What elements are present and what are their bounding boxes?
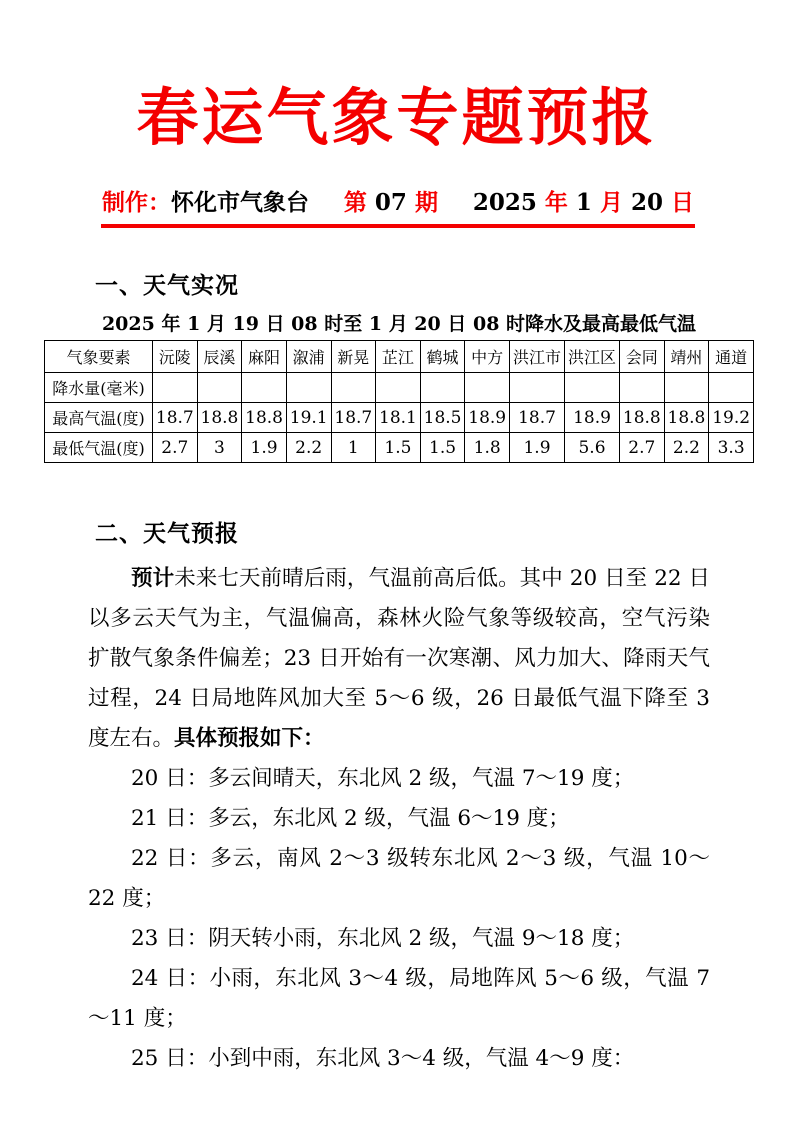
- document-meta-row: [102, 188, 694, 218]
- table-cell-value: 1.8: [465, 433, 510, 463]
- table-cell-value: 5.6: [565, 433, 620, 463]
- table-cell-value: 1.9: [242, 433, 287, 463]
- row-label: 最高气温(度): [45, 403, 153, 433]
- column-header-station: 靖州: [664, 341, 709, 373]
- table-cell-value: 18.8: [242, 403, 287, 433]
- table-header-row: [45, 341, 754, 373]
- row-label: 最低气温(度): [45, 433, 153, 463]
- issue-value: 07: [374, 189, 407, 216]
- table-cell-value: 19.2: [709, 403, 754, 433]
- table-cell-value: 18.7: [510, 403, 565, 433]
- weather-table: [44, 340, 754, 463]
- table-cell-value: [664, 373, 709, 403]
- table-cell-value: [197, 373, 242, 403]
- table-cell-value: 3: [197, 433, 242, 463]
- daily-forecast-line: 22 日：多云，南风 2～3 级转东北风 2～3 级，气温 10～22 度；: [88, 846, 710, 911]
- table-cell-value: 18.8: [664, 403, 709, 433]
- table-cell-value: [286, 373, 331, 403]
- table-cell-value: 1.5: [376, 433, 421, 463]
- table-row: [45, 433, 754, 463]
- table-cell-value: 18.7: [153, 403, 198, 433]
- column-header-station: 洪江区: [565, 341, 620, 373]
- table-cell-value: 18.1: [376, 403, 421, 433]
- table-cell-value: [565, 373, 620, 403]
- table-cell-value: 18.5: [420, 403, 465, 433]
- table-cell-value: [420, 373, 465, 403]
- column-header-station: 沅陵: [153, 341, 198, 373]
- row-label: 降水量(毫米): [45, 373, 153, 403]
- produced-by: [102, 188, 309, 218]
- table-cell-value: 18.9: [465, 403, 510, 433]
- table-cell-value: [510, 373, 565, 403]
- forecast-summary-paragraph: [88, 559, 710, 759]
- forecast-content: [88, 559, 710, 1079]
- issue-suffix: 期: [414, 189, 438, 216]
- daily-forecast-list: [88, 759, 710, 1079]
- date-year: 2025: [472, 189, 537, 216]
- table-cell-value: 1.5: [420, 433, 465, 463]
- column-header-station: 通道: [709, 341, 754, 373]
- table-cell-value: [709, 373, 754, 403]
- daily-forecast-line: 25 日：小到中雨，东北风 3～4 级，气温 4～9 度：: [131, 1046, 635, 1071]
- date-day-unit: 日: [670, 189, 694, 216]
- table-cell-value: 18.9: [565, 403, 620, 433]
- forecast-body-text: 未来七天前晴后雨，气温前高后低。其中 20 日至 22 日以多云天气为主，气温偏高，森林火险气象等级较高，空气污染扩散气象条件偏差；23 日开始有一次寒潮、风力加大、降雨天气过程，24 日局地阵风加大至 5～6 级，26 日最低气温下降至 3 度左右。: [88, 566, 710, 751]
- table-cell-value: 18.7: [331, 403, 376, 433]
- date-day: 20: [630, 189, 663, 216]
- issue-prefix: 第: [343, 189, 367, 216]
- table-cell-value: [465, 373, 510, 403]
- table-row: [45, 373, 754, 403]
- daily-forecast-line: 24 日：小雨，东北风 3～4 级，局地阵风 5～6 级，气温 7～11 度；: [88, 966, 710, 1031]
- section1-heading: 一、天气实况: [95, 273, 239, 299]
- daily-forecast-line: 20 日：多云间晴天，东北风 2 级，气温 7～19 度；: [131, 766, 635, 791]
- header-divider-rule: [101, 224, 695, 228]
- table-row: [45, 403, 754, 433]
- daily-forecast-line: 23 日：阴天转小雨，东北风 2 级，气温 9～18 度；: [131, 926, 635, 951]
- date-month: 1: [575, 189, 592, 216]
- table-cell-value: 3.3: [709, 433, 754, 463]
- column-header-station: 麻阳: [242, 341, 287, 373]
- table-cell-value: [331, 373, 376, 403]
- table-title: 2025 年 1 月 19 日 08 时至 1 月 20 日 08 时降水及最高最低气温: [101, 313, 697, 335]
- column-header-station: 中方: [465, 341, 510, 373]
- forecast-tail-bold: 具体预报如下：: [174, 726, 325, 751]
- section2-heading: 二、天气预报: [95, 521, 239, 547]
- column-header-station: 洪江市: [510, 341, 565, 373]
- observation-table-block: [44, 312, 754, 463]
- table-cell-value: 19.1: [286, 403, 331, 433]
- column-header-station: 会同: [620, 341, 665, 373]
- table-cell-value: 1: [331, 433, 376, 463]
- column-header-element: 气象要素: [45, 341, 153, 373]
- table-cell-value: [153, 373, 198, 403]
- column-header-station: 辰溪: [197, 341, 242, 373]
- column-header-station: 芷江: [376, 341, 421, 373]
- column-header-station: 鹤城: [420, 341, 465, 373]
- table-cell-value: 1.9: [510, 433, 565, 463]
- table-cell-value: 2.2: [286, 433, 331, 463]
- table-cell-value: [242, 373, 287, 403]
- date-year-unit: 年: [544, 189, 568, 216]
- table-cell-value: 2.7: [620, 433, 665, 463]
- table-cell-value: 18.8: [620, 403, 665, 433]
- issue-number: [344, 188, 438, 218]
- produced-by-label: 制作：: [102, 189, 171, 216]
- produced-by-value: 怀化市气象台: [171, 189, 309, 216]
- issue-date: [473, 188, 694, 218]
- daily-forecast-line: 21 日：多云，东北风 2 级，气温 6～19 度；: [131, 806, 570, 831]
- table-cell-value: [620, 373, 665, 403]
- table-cell-value: 18.8: [197, 403, 242, 433]
- column-header-station: 新晃: [331, 341, 376, 373]
- forecast-lead-bold: 预计: [131, 566, 175, 591]
- table-cell-value: 2.2: [664, 433, 709, 463]
- table-cell-value: [376, 373, 421, 403]
- date-month-unit: 月: [599, 189, 623, 216]
- table-cell-value: 2.7: [153, 433, 198, 463]
- document-title: 春运气象专题预报: [136, 81, 657, 154]
- column-header-station: 溆浦: [286, 341, 331, 373]
